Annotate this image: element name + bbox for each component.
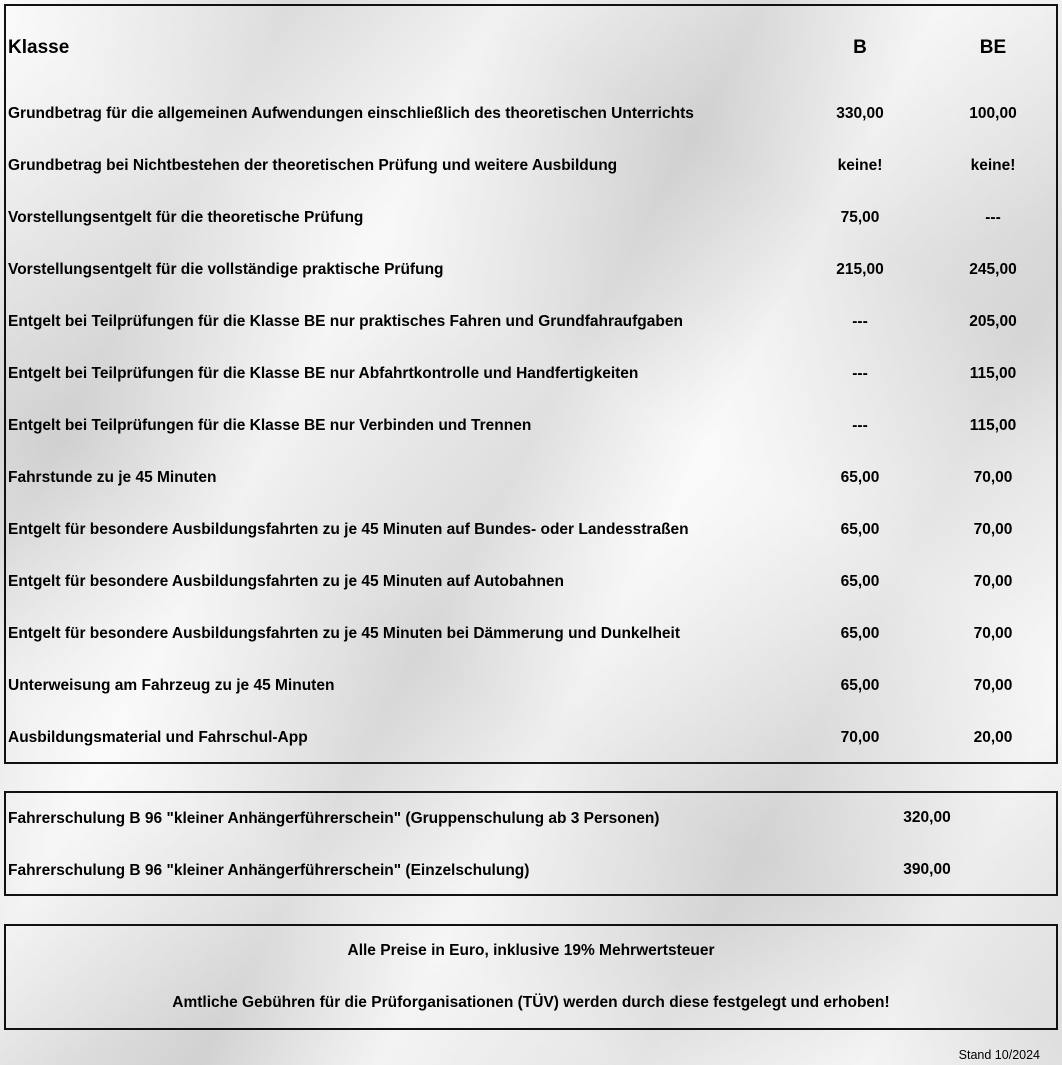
row-label: Entgelt für besondere Ausbildungsfahrten zu je 45 Minuten auf Bundes- oder Landesstraßen <box>8 521 689 538</box>
row-price-b: --- <box>852 313 868 330</box>
row-price-be: 70,00 <box>973 469 1013 486</box>
notes-box <box>4 924 1058 1030</box>
row-label: Unterweisung am Fahrzeug zu je 45 Minuten <box>8 677 335 694</box>
header-class-b: B <box>853 37 867 58</box>
row-label: Ausbildungsmaterial und Fahrschul-App <box>8 729 308 746</box>
row-price-be: 115,00 <box>969 365 1017 382</box>
row-label: Entgelt bei Teilprüfungen für die Klasse BE nur Abfahrtkontrolle und Handfertigkeiten <box>8 365 639 382</box>
row-price-b: 65,00 <box>840 469 880 486</box>
row-price-b: 215,00 <box>836 261 884 278</box>
row-price-b: keine! <box>837 157 883 174</box>
row-price-be: 20,00 <box>973 729 1013 746</box>
row-label: Entgelt bei Teilprüfungen für die Klasse BE nur praktisches Fahren und Grundfahraufgaben <box>8 313 683 330</box>
trailer-training-table <box>4 791 1058 896</box>
row-price-be: 70,00 <box>973 625 1013 642</box>
row-label: Vorstellungsentgelt für die theoretische Prüfung <box>8 209 364 226</box>
row-price-b: 65,00 <box>840 677 880 694</box>
row-price-be: 245,00 <box>969 261 1017 278</box>
row-price-b: 75,00 <box>840 209 880 226</box>
row-label: Grundbetrag für die allgemeinen Aufwendungen einschließlich des theoretischen Unterrichts <box>8 105 694 122</box>
row-label: Fahrerschulung B 96 "kleiner Anhängerführerschein" (Einzelschulung) <box>8 862 530 879</box>
header-class-be: BE <box>979 37 1007 58</box>
row-price: 320,00 <box>903 809 951 826</box>
row-price-be: 70,00 <box>973 573 1013 590</box>
row-price-be: 100,00 <box>969 105 1017 122</box>
header-klasse: Klasse <box>8 37 70 58</box>
row-price: 390,00 <box>903 861 951 878</box>
row-label: Vorstellungsentgelt für die vollständige praktische Prüfung <box>8 261 444 278</box>
row-price-be: 70,00 <box>973 521 1013 538</box>
row-price-be: 115,00 <box>969 417 1017 434</box>
row-price-b: --- <box>852 417 868 434</box>
row-price-b: 65,00 <box>840 521 880 538</box>
vat-note: Alle Preise in Euro, inklusive 19% Mehrwertsteuer <box>347 942 715 959</box>
row-label: Fahrstunde zu je 45 Minuten <box>8 469 217 486</box>
row-price-be: --- <box>985 209 1001 226</box>
row-label: Entgelt bei Teilprüfungen für die Klasse BE nur Verbinden und Trennen <box>8 417 532 434</box>
row-price-b: 65,00 <box>840 573 880 590</box>
row-label: Entgelt für besondere Ausbildungsfahrten zu je 45 Minuten auf Autobahnen <box>8 573 565 590</box>
tuev-fees-note: Amtliche Gebühren für die Prüforganisationen (TÜV) werden durch diese festgelegt und erhoben! <box>172 994 890 1011</box>
row-price-be: keine! <box>970 157 1016 174</box>
row-price-be: 70,00 <box>973 677 1013 694</box>
row-price-b: 330,00 <box>836 105 884 122</box>
row-price-b: 70,00 <box>840 729 880 746</box>
row-price-be: 205,00 <box>969 313 1017 330</box>
row-price-b: 65,00 <box>840 625 880 642</box>
row-price-b: --- <box>852 365 868 382</box>
row-label: Grundbetrag bei Nichtbestehen der theoretischen Prüfung und weitere Ausbildung <box>8 157 618 174</box>
stand-date: Stand 10/2024 <box>958 1048 1040 1062</box>
row-label: Entgelt für besondere Ausbildungsfahrten zu je 45 Minuten bei Dämmerung und Dunkelheit <box>8 625 681 642</box>
row-label: Fahrerschulung B 96 "kleiner Anhängerführerschein" (Gruppenschulung ab 3 Personen) <box>8 810 660 827</box>
